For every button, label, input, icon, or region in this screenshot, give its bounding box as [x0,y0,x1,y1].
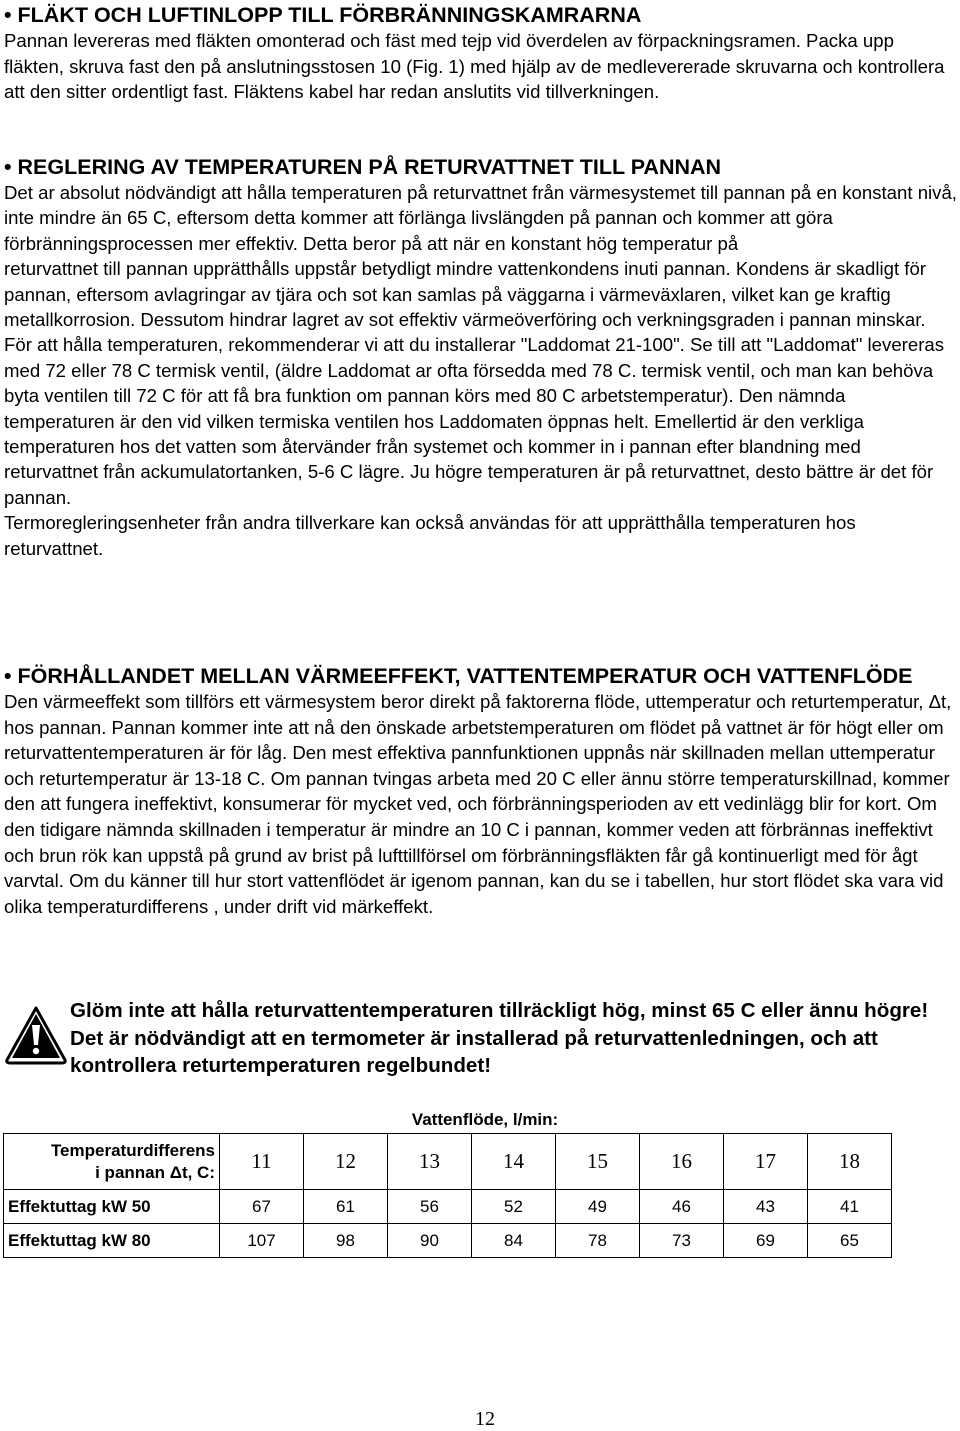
warning-text: Glöm inte att hålla returvattentemperaturen tillräckligt hög, minst 65 C eller ännu högre! Det är nödvändigt att en termometer är installerad på returvattenledningen, och att kontrollera returtemperaturen regelbundet! [70,999,929,1077]
table-cell: 61 [304,1190,388,1224]
section-heat-output-relation [4,663,957,919]
table-cell: 98 [304,1224,388,1258]
flow-cell: 11 [220,1134,304,1190]
paragraph: returvattnet till pannan upprätthålls uppstår betydligt mindre vattenkondens inuti pannan. Kondens är skadligt för pannan, eftersom avlagringar av tjära och sot kan samlas på väggarna i värmeväxlaren, vilket kan ge kraftig metallkorrosion. Dessutom hindrar lagret av sot effektiv värmeöverföring och verkningsgraden i pannan minskar. [4,258,926,331]
section-heading [4,154,957,180]
warning-box [4,997,957,1087]
section-return-water-temperature [4,154,957,561]
table-header-row [4,1134,892,1190]
bullet: • [4,3,12,27]
header-line: i pannan Δt, C: [95,1162,215,1182]
table-caption: Vattenflöde, l/min: [411,1110,559,1129]
flow-cell: 18 [808,1134,892,1190]
table-cell: 90 [388,1224,472,1258]
paragraph: Den värmeeffekt som tillförs ett värmesystem beror direkt på faktorerna flöde, uttemperatur och returtemperatur, Δt, hos pannan. Pannan kommer inte att nå den önskade arbetstemperaturen om flödet på vattnet är för högt eller om returvattentemperaturen är för låg. Den mest effektiva pannfunktionen uppnås när skillnaden mellan uttemperatur och returtemperatur är 13-18 C. Om pannan tvingas arbeta med 20 C eller ännu större temperaturskillnad, kommer den att fungera ineffektivt, konsumerar för mycket ved, och förbränningsperioden av ett vedinlägg blir for kort. Om den tidigare nämnda skillnaden i temperatur är mindre an 10 C i pannan, kommer veden att förbrännas ineffektivt och brun rök kan uppstå på grund av brist på lufttillförsel om förbränningsfläkten får gå kontinuerligt med för ågt varvtal. Om du känner till hur stort vattenflödet är igenom pannan, kan du se i tabellen, hur stort flödet ska vara vid olika temperaturdifferens , under drift vid märkeffekt. [4,691,952,917]
flow-cell: 13 [388,1134,472,1190]
header-line: Temperaturdifferens [50,1140,215,1160]
flow-cell: 14 [472,1134,556,1190]
paragraph: Pannan levereras med fläkten omonterad och fäst med tejp vid överdelen av förpackningsramen. Packa upp fläkten, skruva fast den på anslutningsstosen 10 (Fig. 1) med hjälp av de medlevererade skruvarna och kontrollera att den sitter ordentligt fast. Fläktens kabel har redan anslutits vid tillverkningen. [4,30,945,102]
heading-text: FLÄKT OCH LUFTINLOPP TILL FÖRBRÄNNINGSKAMRARNA [17,3,642,27]
table-cell: 69 [724,1224,808,1258]
heading-text: REGLERING AV TEMPERATUREN PÅ RETURVATTNET TILL PANNAN [17,155,722,179]
table-cell: 67 [220,1190,304,1224]
table-row [4,1224,892,1258]
warning-triangle-icon [4,1005,68,1065]
paragraph: För att hålla temperaturen, rekommenderar vi att du installerar "Laddomat 21-100". Se till att "Laddomat" levereras med 72 eller 78 C termisk ventil, (äldre Laddomat ar ofta försedda med 78 C. termisk ventil, och man kan behöva byta ventilen till 72 C för att få bra funktion om pannan körs med 80 C arbetstemperatur). Den nämnda temperaturen är den vid vilken termiska ventilen hos Laddomaten öppnas helt. Emellertid är den verkliga temperaturen hos det vatten som återvänder från systemet och kommer in i pannan efter blandning med returvattnet från ackumulatortanken, 5-6 C lägre. Ju högre temperaturen är på returvattnet, desto bättre är det för pannan. [4,334,945,508]
table-cell: 65 [808,1224,892,1258]
table-cell: 46 [640,1190,724,1224]
table-cell: 49 [556,1190,640,1224]
bullet: • [4,155,12,179]
table-cell: 107 [220,1224,304,1258]
table-cell: 52 [472,1190,556,1224]
table-cell: 41 [808,1190,892,1224]
table-cell: 84 [472,1224,556,1258]
table-cell: 73 [640,1224,724,1258]
flow-cell: 12 [304,1134,388,1190]
page-number: 12 [475,1408,495,1430]
row-label: Effektuttag kW 50 [4,1190,220,1224]
temperature-difference-header [4,1134,220,1190]
table-cell: 43 [724,1190,808,1224]
table-row [4,1190,892,1224]
flow-cell: 15 [556,1134,640,1190]
bullet: • [4,664,12,688]
flow-cell: 16 [640,1134,724,1190]
paragraph: Termoregleringsenheter från andra tillverkare kan också användas för att upprätthålla temperaturen hos returvattnet. [4,512,856,559]
heading-text: FÖRHÅLLANDET MELLAN VÄRMEEFFEKT, VATTENTEMPERATUR OCH VATTENFLÖDE [17,664,913,688]
flow-cell: 17 [724,1134,808,1190]
section-heading [4,2,957,28]
table-cell: 78 [556,1224,640,1258]
row-label: Effektuttag kW 80 [4,1224,220,1258]
paragraph: Det ar absolut nödvändigt att hålla temperaturen på returvattnet från värmesystemet till pannan på en konstant nivå, inte mindre än 65 C, eftersom detta kommer att förlänga livslängden på pannan och kommer att göra förbränningsprocessen mer effektiv. Detta beror på att när en konstant hög temperatur på [4,182,957,254]
section-fan-air-inlet [4,2,957,105]
section-heading [4,663,957,689]
table-cell: 56 [388,1190,472,1224]
flow-table [3,1133,892,1258]
